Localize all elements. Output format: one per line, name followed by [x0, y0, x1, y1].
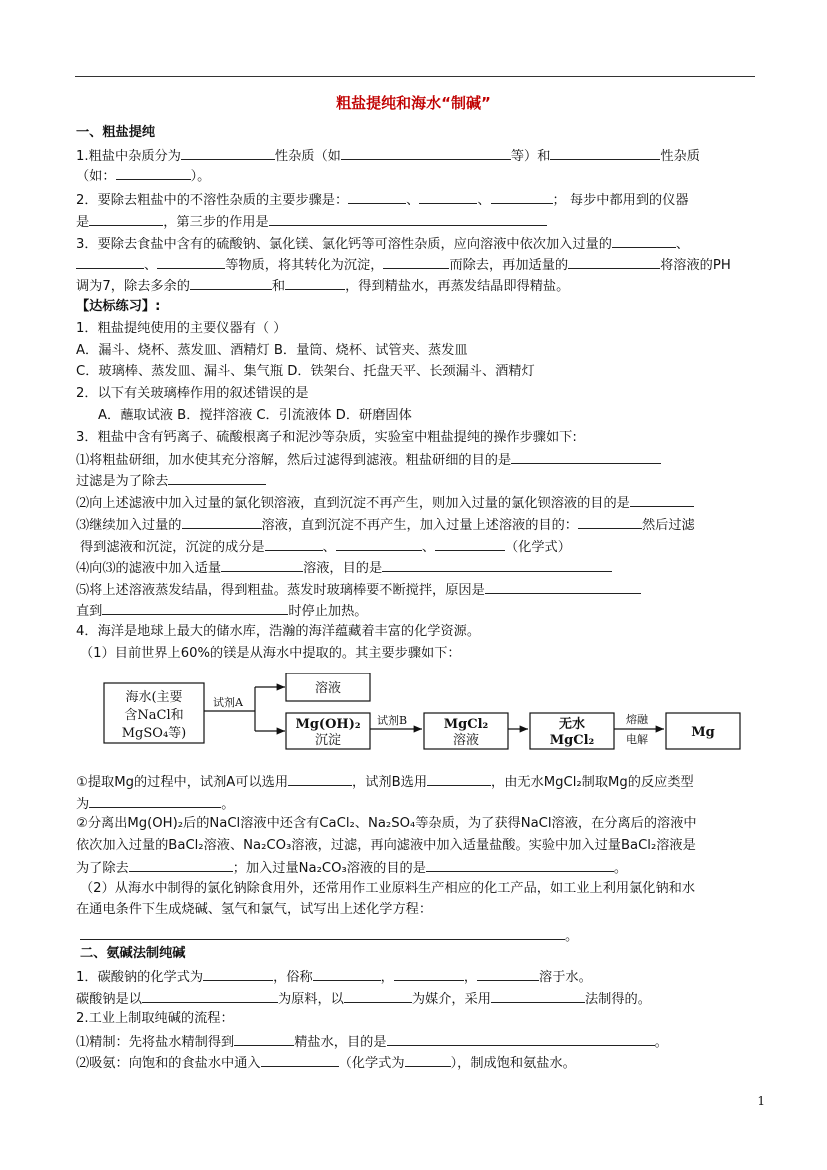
blank[interactable] [435, 537, 505, 551]
box3-line1: Mg(OH)₂ [295, 717, 361, 732]
blank[interactable] [269, 212, 547, 226]
blank[interactable] [491, 190, 553, 204]
reagent-b-label: 试剂B [376, 714, 408, 727]
blank[interactable] [568, 255, 660, 269]
p3-step3a: ⑶继续加入过量的 溶液，直到沉淀不再产生，加入过量上述溶液的目的： 然后过滤 [76, 515, 695, 535]
blank[interactable] [344, 989, 412, 1003]
blank[interactable] [336, 537, 422, 551]
box5-line1: 无水 [558, 717, 586, 732]
s2-q1-line2: 碳酸钠是以 为原料，以 为媒介，采用 法制得的。 [76, 989, 651, 1009]
page-number: 1 [757, 1094, 765, 1108]
blank[interactable] [511, 450, 661, 464]
p3-step1a: ⑴将粗盐研细，加水使其充分溶解，然后过滤得到滤液。粗盐研细的目的是 [76, 450, 661, 470]
s2-q1-line1: 1．碳酸钠的化学式为 ，俗称 ， ， 溶于水。 [76, 967, 592, 987]
blank[interactable] [383, 255, 449, 269]
blank[interactable] [550, 146, 660, 160]
blank[interactable] [261, 1053, 339, 1067]
q1-line1: 1.粗盐中杂质分为 性杂质（如 等）和 性杂质 [76, 146, 700, 166]
blank[interactable] [405, 1053, 451, 1067]
box4-line2: 溶液 [452, 733, 480, 748]
blank[interactable] [157, 255, 225, 269]
blank[interactable] [76, 255, 144, 269]
box1-line2: 含NaCl和 [124, 708, 184, 723]
blank[interactable] [285, 276, 345, 290]
blank[interactable] [102, 601, 288, 615]
p2-options: A．蘸取试液 B．搅拌溶液 C．引流液体 D．研磨固体 [98, 408, 412, 423]
blank[interactable] [477, 967, 539, 981]
c1-line2: 为 。 [76, 794, 234, 814]
p1-options-cd: C．玻璃棒、蒸发皿、漏斗、集气瓶 D．铁架台、托盘天平、长颈漏斗、酒精灯 [76, 364, 535, 379]
q2-line1: 2．要除去粗盐中的不溶性杂质的主要步骤是： 、 、 ； 每步中都用到的仪器 [76, 190, 689, 210]
p1-options-ab: A．漏斗、烧杯、蒸发皿、酒精灯 B．量筒、烧杯、试管夹、蒸发皿 [76, 343, 468, 358]
p4-part2-line2: 在通电条件下生成烧碱、氢气和氯气，试写出上述化学方程： [76, 902, 433, 917]
blank[interactable] [341, 146, 511, 160]
section1-heading: 一、粗盐提纯 [76, 125, 156, 140]
blank[interactable] [382, 558, 612, 572]
p3-step1b: 过滤是为了除去 [76, 471, 266, 491]
p3-step3b: 得到滤液和沉淀，沉淀的成分是 、 、 （化学式） [80, 537, 571, 557]
blank[interactable] [491, 989, 585, 1003]
p2-stem: 2．以下有关玻璃棒作用的叙述错误的是 [76, 386, 309, 401]
page-title: 粗盐提纯和海水“制碱” [336, 94, 491, 112]
box1-line3: MgSO₄等) [121, 726, 187, 741]
arrow4-bottom: 电解 [626, 733, 648, 746]
blank[interactable] [485, 580, 641, 594]
p3-step2: ⑵向上述滤液中加入过量的氯化钡溶液，直到沉淀不再产生，则加入过量的氯化钡溶液的目的是 [76, 493, 694, 513]
p4-part2-line1: （2）从海水中制得的氯化钠除食用外，还常用作工业原料生产相应的化工产品，如工业上利用氯化钠和水 [80, 881, 696, 896]
box5-line2: MgCl₂ [549, 733, 595, 748]
c1-line1: ①提取Mg的过程中，试剂A可以选用 ，试剂B选用 ，由无水MgCl₂制取Mg的反应类型 [76, 772, 694, 792]
box2-label: 溶液 [314, 681, 342, 696]
blank[interactable] [313, 967, 381, 981]
p3-step5a: ⑸将上述溶液蒸发结晶，得到粗盐。蒸发时玻璃棒要不断搅拌，原因是 [76, 580, 641, 600]
magnesium-flow-diagram [100, 673, 745, 753]
c2-line1: ②分离出Mg(OH)₂后的NaCl溶液中还含有CaCl₂、Na₂SO₄等杂质，为了获得NaCl溶液，在分离后的溶液中 [76, 816, 697, 831]
section2-heading: 二、氨碱法制纯碱 [80, 946, 186, 961]
box4-line1: MgCl₂ [443, 717, 489, 732]
box3-line2: 沉淀 [314, 733, 342, 748]
blank[interactable] [394, 967, 464, 981]
blank[interactable] [142, 989, 278, 1003]
blank[interactable] [221, 558, 303, 572]
p3-step4: ⑷向⑶的滤液中加入适量 溶液，目的是 [76, 558, 612, 578]
s2-q2-step2: ⑵吸氨：向饱和的食盐水中通入 （化学式为 ），制成饱和氨盐水。 [76, 1053, 576, 1073]
blank[interactable] [630, 493, 694, 507]
arrow4-top: 熔融 [626, 713, 648, 726]
q3-line3: 调为7，除去多余的 和 ，得到精盐水，再蒸发结晶即得精盐。 [76, 276, 569, 296]
blank[interactable] [387, 1032, 655, 1046]
blank[interactable] [181, 146, 275, 160]
blank[interactable] [129, 858, 233, 872]
blank[interactable] [426, 858, 614, 872]
q3-line2: 、 等物质，将其转化为沉淀， 而除去，再加适量的 将溶液的PH [76, 255, 731, 275]
p4-part1: （1）目前世界上60%的镁是从海水中提取的。其主要步骤如下： [80, 646, 461, 661]
blank[interactable] [89, 794, 221, 808]
blank[interactable] [234, 1032, 294, 1046]
reagent-a-label: 试剂A [213, 696, 243, 709]
q1-line2: （如： ）。 [76, 166, 210, 186]
box6-label: Mg [691, 725, 715, 740]
blank[interactable] [348, 190, 406, 204]
blank[interactable] [168, 471, 266, 485]
equation-line: 。 [80, 926, 578, 946]
blank[interactable] [288, 772, 352, 786]
q3-line1: 3．要除去食盐中含有的硫酸钠、氯化镁、氯化钙等可溶性杂质，应向溶液中依次加入过量的 、 [76, 234, 689, 254]
blank[interactable] [89, 212, 163, 226]
p4-stem: 4．海洋是地球上最大的储水库，浩瀚的海洋蕴藏着丰富的化学资源。 [76, 624, 481, 639]
blank[interactable] [182, 515, 262, 529]
blank[interactable] [578, 515, 642, 529]
blank[interactable] [190, 276, 272, 290]
q2-line2: 是 ，第三步的作用是 [76, 212, 547, 232]
blank[interactable] [612, 234, 676, 248]
blank[interactable] [419, 190, 477, 204]
s2-q2-step1: ⑴精制：先将盐水精制得到 精盐水，目的是 。 [76, 1032, 668, 1052]
blank[interactable] [116, 166, 191, 180]
blank[interactable] [265, 537, 323, 551]
s2-q2: 2.工业上制取纯碱的流程： [76, 1011, 234, 1026]
header-rule [75, 76, 755, 77]
blank[interactable] [427, 772, 491, 786]
p3-stem: 3．粗盐中含有钙离子、硫酸根离子和泥沙等杂质，实验室中粗盐提纯的操作步骤如下: [76, 430, 577, 445]
practice-heading: 【达标练习】: [76, 299, 161, 314]
blank[interactable] [80, 926, 565, 940]
box1-line1: 海水(主要 [125, 690, 183, 705]
p1-stem: 1．粗盐提纯使用的主要仪器有（ ） [76, 321, 287, 336]
c2-line2: 依次加入过量的BaCl₂溶液、Na₂CO₃溶液，过滤，再向滤液中加入适量盐酸。实验中加入过量BaCl₂溶液是 [76, 838, 696, 853]
c2-line3: 为了除去 ；加入过量Na₂CO₃溶液的目的是 。 [76, 858, 627, 878]
p3-step5b: 直到 时停止加热。 [76, 601, 368, 621]
blank[interactable] [203, 967, 273, 981]
